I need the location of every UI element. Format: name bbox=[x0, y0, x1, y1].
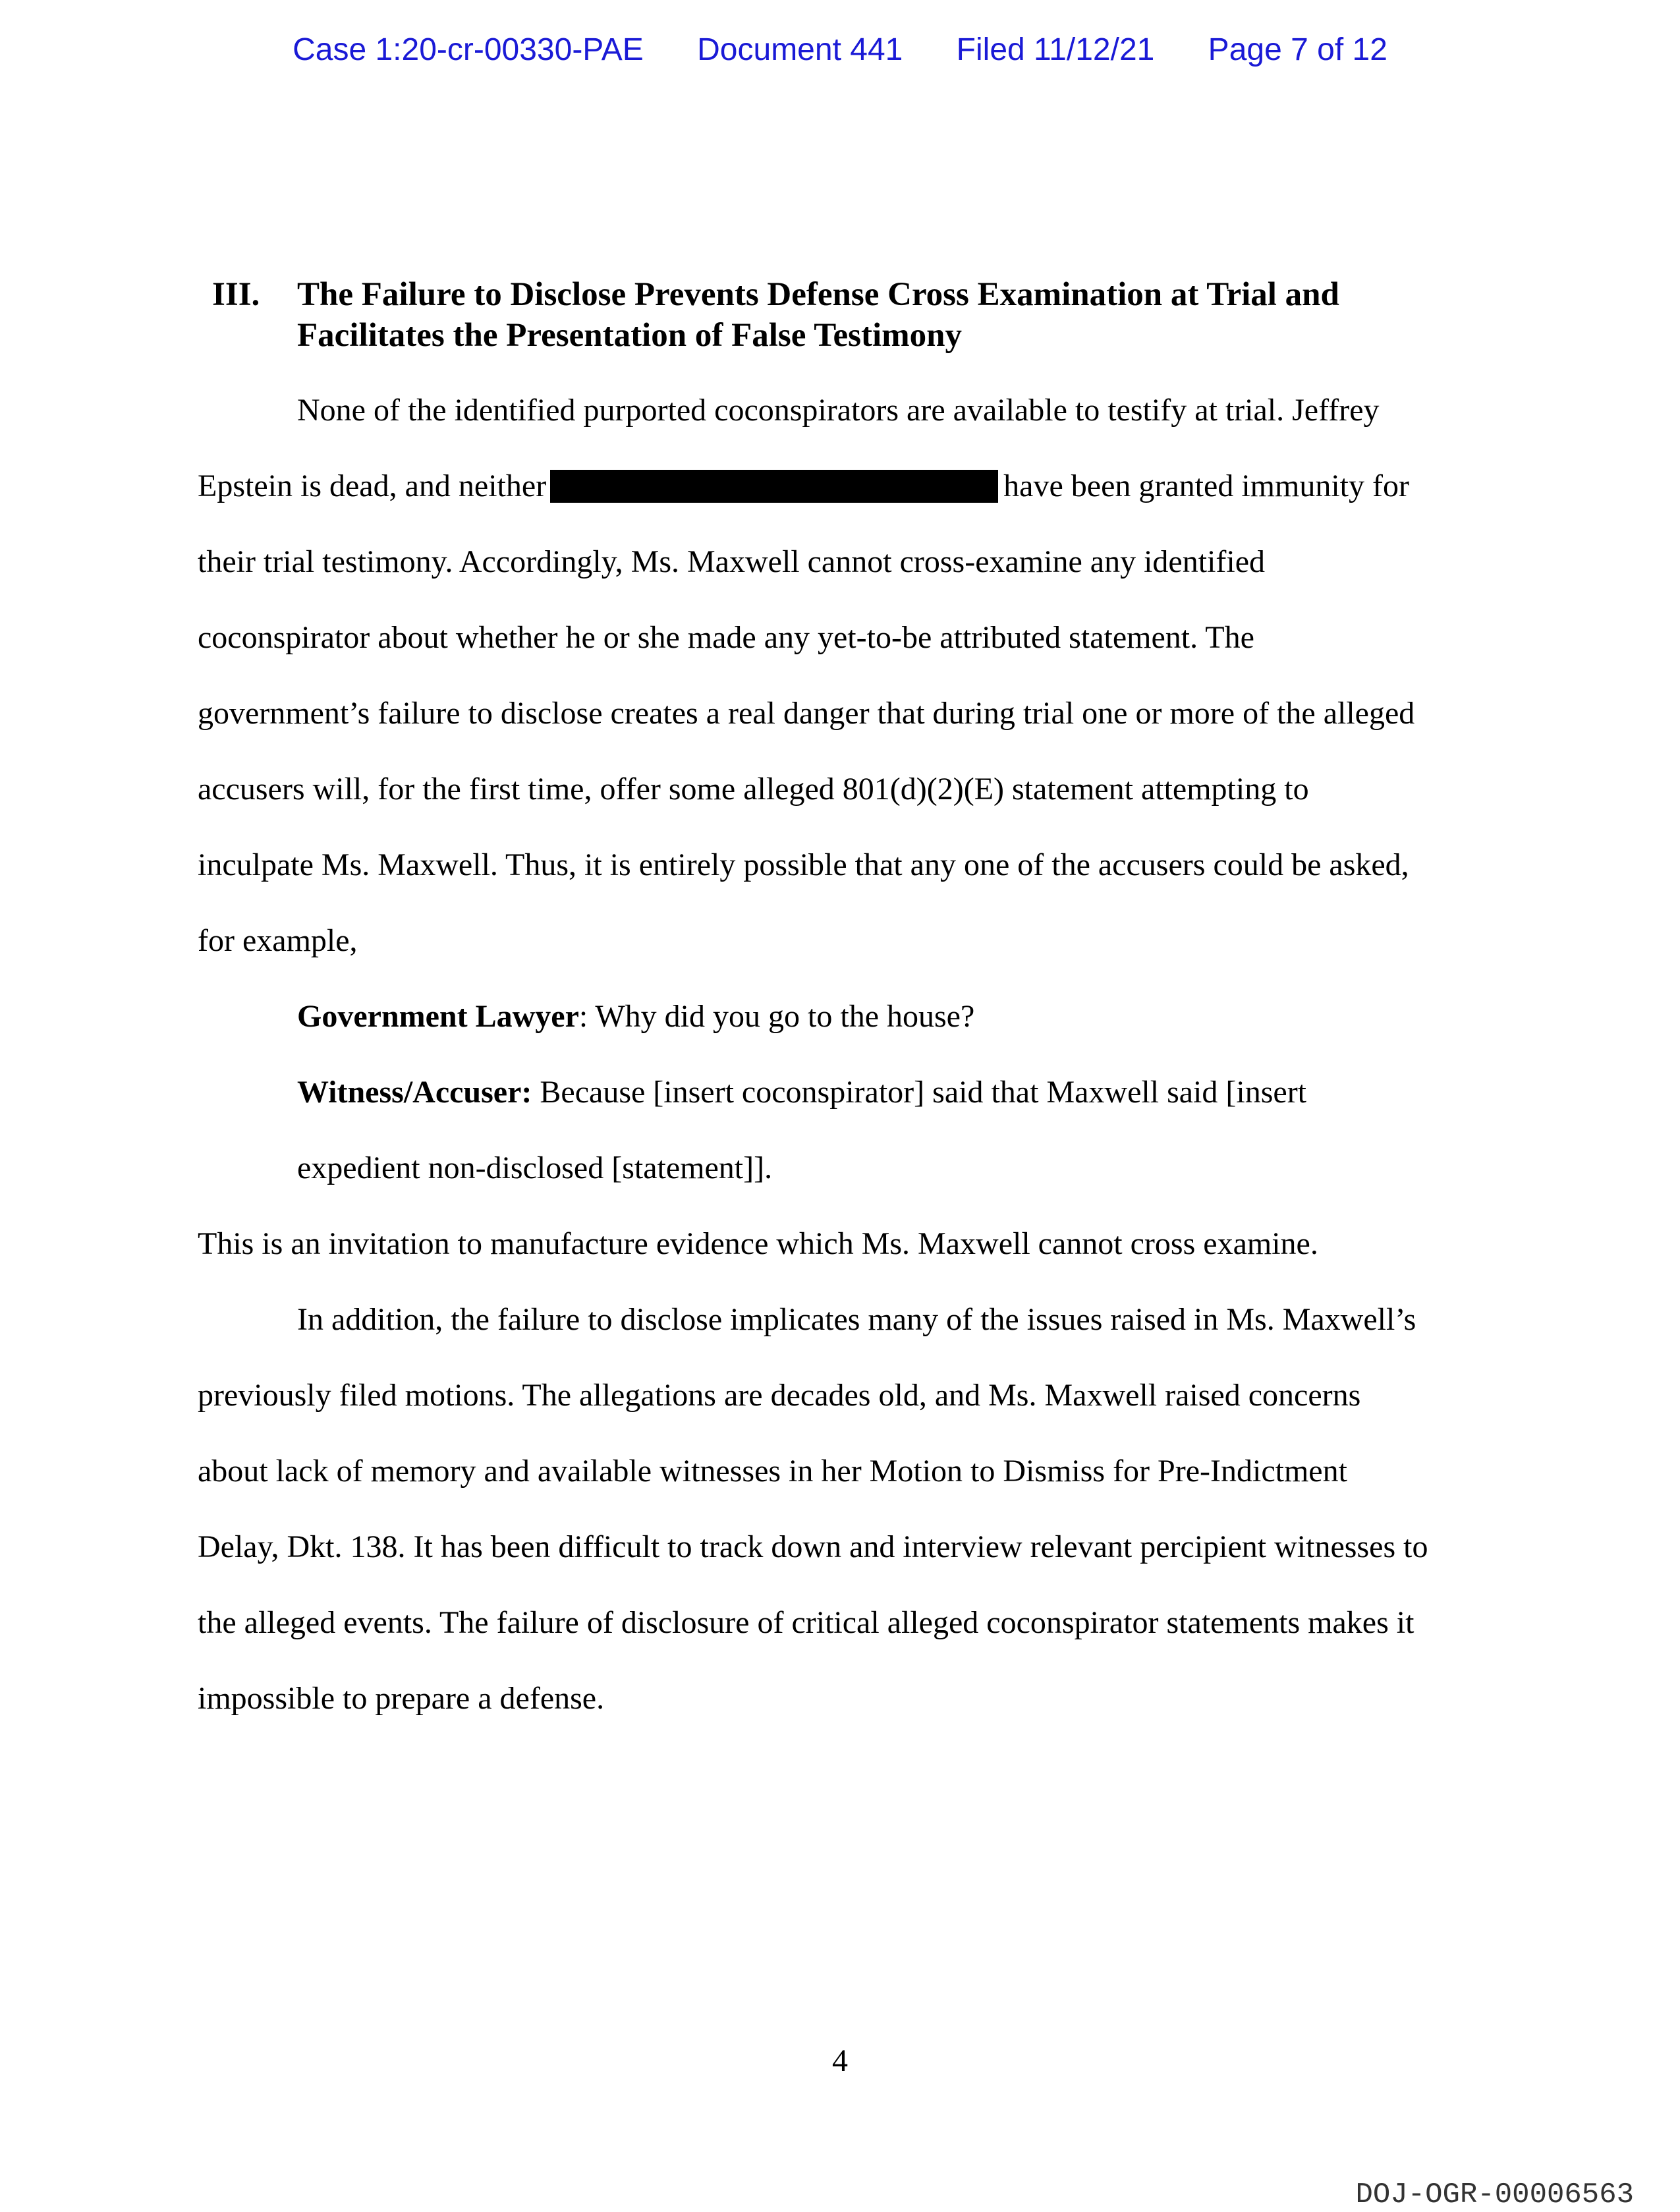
body-line: None of the identified purported coconspirators are available to testify at trial. Jeffrey bbox=[297, 393, 1380, 428]
body-line: Delay, Dkt. 138. It has been difficult to track down and interview relevant percipient witnesses to bbox=[198, 1529, 1428, 1564]
body-line: impossible to prepare a defense. bbox=[198, 1681, 605, 1716]
speaker-label: Witness/Accuser: bbox=[297, 1075, 532, 1110]
bates-number: DOJ-OGR-00006563 bbox=[1355, 2178, 1634, 2211]
redaction-box bbox=[550, 470, 998, 503]
body-line: inculpate Ms. Maxwell. Thus, it is entirely possible that any one of the accusers could be asked, bbox=[198, 847, 1409, 882]
body-line: their trial testimony. Accordingly, Ms. Maxwell cannot cross-examine any identified bbox=[198, 544, 1266, 579]
page-count: Page 7 of 12 bbox=[1208, 32, 1387, 67]
example-question: Government Lawyer: Why did you go to the house? bbox=[297, 999, 975, 1034]
body-line: previously filed motions. The allegations are decades old, and Ms. Maxwell raised concerns bbox=[198, 1378, 1361, 1413]
body-line-redacted: Epstein is dead, and neither have been granted immunity for bbox=[198, 468, 1409, 503]
page-number: 4 bbox=[832, 2043, 848, 2078]
case-number: Case 1:20-cr-00330-PAE bbox=[293, 32, 644, 67]
body-line: the alleged events. The failure of disclosure of critical alleged coconspirator statements makes it bbox=[198, 1605, 1414, 1640]
filed-date: Filed 11/12/21 bbox=[956, 32, 1155, 67]
document-number: Document 441 bbox=[697, 32, 903, 67]
body-line: about lack of memory and available witnesses in her Motion to Dismiss for Pre-Indictment bbox=[198, 1454, 1347, 1489]
section-number: III. bbox=[212, 276, 260, 313]
body-line: In addition, the failure to disclose implicates many of the issues raised in Ms. Maxwell’s bbox=[297, 1302, 1416, 1337]
example-answer: Witness/Accuser: Because [insert coconspirator] said that Maxwell said [insert bbox=[297, 1075, 1307, 1110]
body-line: This is an invitation to manufacture evidence which Ms. Maxwell cannot cross examine. bbox=[198, 1226, 1318, 1261]
example-answer-cont: expedient non-disclosed [statement]]. bbox=[297, 1150, 773, 1185]
body-line: government’s failure to disclose creates a real danger that during trial one or more of the alleged bbox=[198, 696, 1415, 731]
body-line: for example, bbox=[198, 923, 358, 958]
body-line: accusers will, for the first time, offer some alleged 801(d)(2)(E) statement attempting to bbox=[198, 772, 1309, 807]
ecf-header bbox=[0, 32, 1680, 68]
section-title: The Failure to Disclose Prevents Defense Cross Examination at Trial and Facilitates the Presentation of False Testimony bbox=[297, 276, 1339, 354]
speaker-label: Government Lawyer bbox=[297, 999, 579, 1034]
body-line: coconspirator about whether he or she made any yet-to-be attributed statement. The bbox=[198, 620, 1254, 655]
